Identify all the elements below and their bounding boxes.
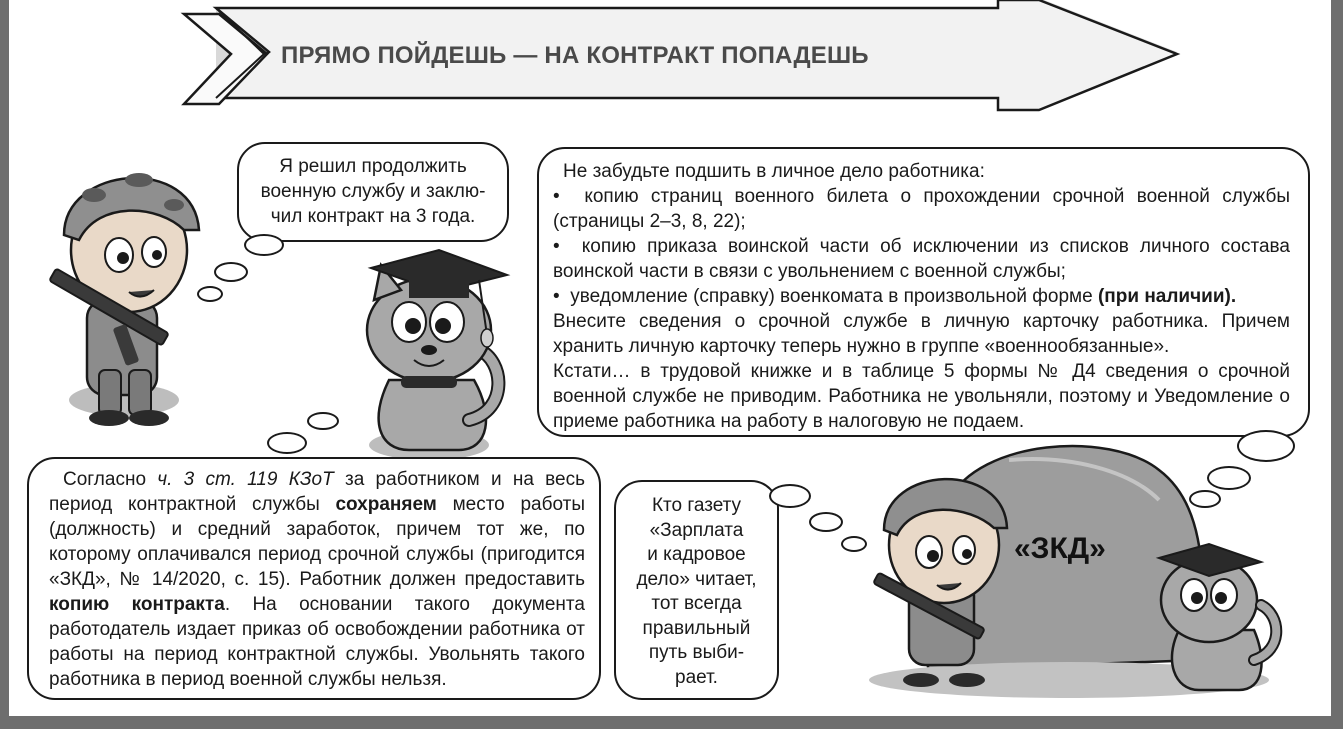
newspaper-line-2: «Зарплата bbox=[649, 519, 744, 541]
cat-speech-bubble bbox=[537, 147, 1310, 437]
soldier-thought-dot-2 bbox=[214, 262, 248, 282]
newspaper-line-5: тот всегда bbox=[651, 593, 742, 614]
bullet-mark: • bbox=[553, 286, 560, 307]
law-reference: ч. 3 ст. 119 КЗоТ bbox=[157, 469, 334, 490]
law-text-2: за работником и на весь период контрактной службы bbox=[49, 469, 586, 515]
soldier-illustration bbox=[49, 173, 199, 426]
stone-label: «ЗКД» bbox=[1014, 532, 1106, 565]
cat-bullet-2 bbox=[553, 234, 1290, 284]
soldier-thought-dot-3 bbox=[197, 286, 223, 302]
soldier-line-1: Я решил продолжить bbox=[279, 156, 467, 177]
soldier-line-2: военную службу и заклю- bbox=[260, 181, 486, 202]
law-contract-bold: копию контракта bbox=[49, 594, 225, 615]
cat-illustration bbox=[367, 250, 507, 460]
newspaper-thought-dot-2 bbox=[809, 512, 843, 532]
cat-bullet-1 bbox=[553, 184, 1290, 234]
cat-thought-dot-2 bbox=[1207, 466, 1251, 490]
newspaper-line-1: Кто газету bbox=[651, 495, 742, 516]
bullet-mark: • bbox=[553, 236, 560, 257]
newspaper-speech-bubble bbox=[614, 480, 779, 700]
soldier-thought-dot-1 bbox=[244, 234, 284, 256]
cat-bullet-3-text: уведомление (справку) военкомата в произвольной форме bbox=[570, 286, 1098, 307]
cat-paragraph-2: Кстати… в трудовой книжке и в таблице 5 формы № Д4 сведения о срочной военной службе не приводим. Работника не увольняли, поэтому и Уведомление о приеме работника на работу в налоговую не подаем. bbox=[553, 361, 1290, 432]
cat-thought-dot-1 bbox=[1237, 430, 1295, 462]
law-speech-bubble bbox=[27, 457, 601, 700]
newspaper-line-6: правильный bbox=[642, 617, 751, 639]
cat-intro: Не забудьте подшить в личное дело работника: bbox=[563, 161, 985, 182]
newspaper-line-7: путь выби- bbox=[648, 642, 745, 663]
page bbox=[9, 0, 1331, 716]
cat-bullet-2-text: копию приказа воинской части об исключении из списков личного состава воинской части в связи с увольнением с военной службы; bbox=[553, 236, 1290, 282]
cat-bullet-3 bbox=[553, 284, 1290, 309]
newspaper-line-3: и кадровое bbox=[647, 544, 746, 565]
cat-paragraph-1: Внесите сведения о срочной службе в личную карточку работника. Причем хранить личную карточку теперь нужно в группе «военнообязанные». bbox=[553, 311, 1290, 357]
newspaper-line-8: рает. bbox=[675, 666, 718, 688]
cat-thought-dot-4 bbox=[267, 432, 307, 454]
soldier-line-3: чил контракт на 3 года. bbox=[270, 206, 476, 227]
law-text-4: . На основании такого документа работодатель издает приказ об освобождении работника от работы на период контрактной службы. Увольнять такого работника в период военной службы нельзя. bbox=[49, 594, 585, 690]
banner-title: ПРЯМО ПОЙДЕШЬ — НА КОНТРАКТ ПОПАДЕШЬ bbox=[281, 42, 869, 69]
newspaper-thought-dot-1 bbox=[769, 484, 811, 508]
soldier-speech-bubble bbox=[237, 142, 509, 242]
newspaper-line-4: дело» читает, bbox=[636, 568, 757, 590]
law-text-1: Согласно bbox=[63, 469, 158, 490]
cat-thought-dot-3 bbox=[1189, 490, 1221, 508]
newspaper-thought-dot-3 bbox=[841, 536, 867, 552]
cat-bullet-1-text: копию страниц военного билета о прохождении срочной военной службы (страницы 2–3, 8, 22); bbox=[553, 186, 1291, 232]
cat-bullet-3-bold: (при наличии). bbox=[1097, 286, 1237, 307]
cat-thought-dot-5 bbox=[307, 412, 339, 430]
law-text-3: место работы (должность) и средний заработок, причем тот же, по которому оплачивался период срочной службы (пригодится «ЗКД», № 14/2020, с. 15). Работник должен предоставить bbox=[49, 494, 585, 590]
bullet-mark: • bbox=[553, 186, 560, 207]
law-keep-bold: сохраняем bbox=[335, 494, 437, 515]
